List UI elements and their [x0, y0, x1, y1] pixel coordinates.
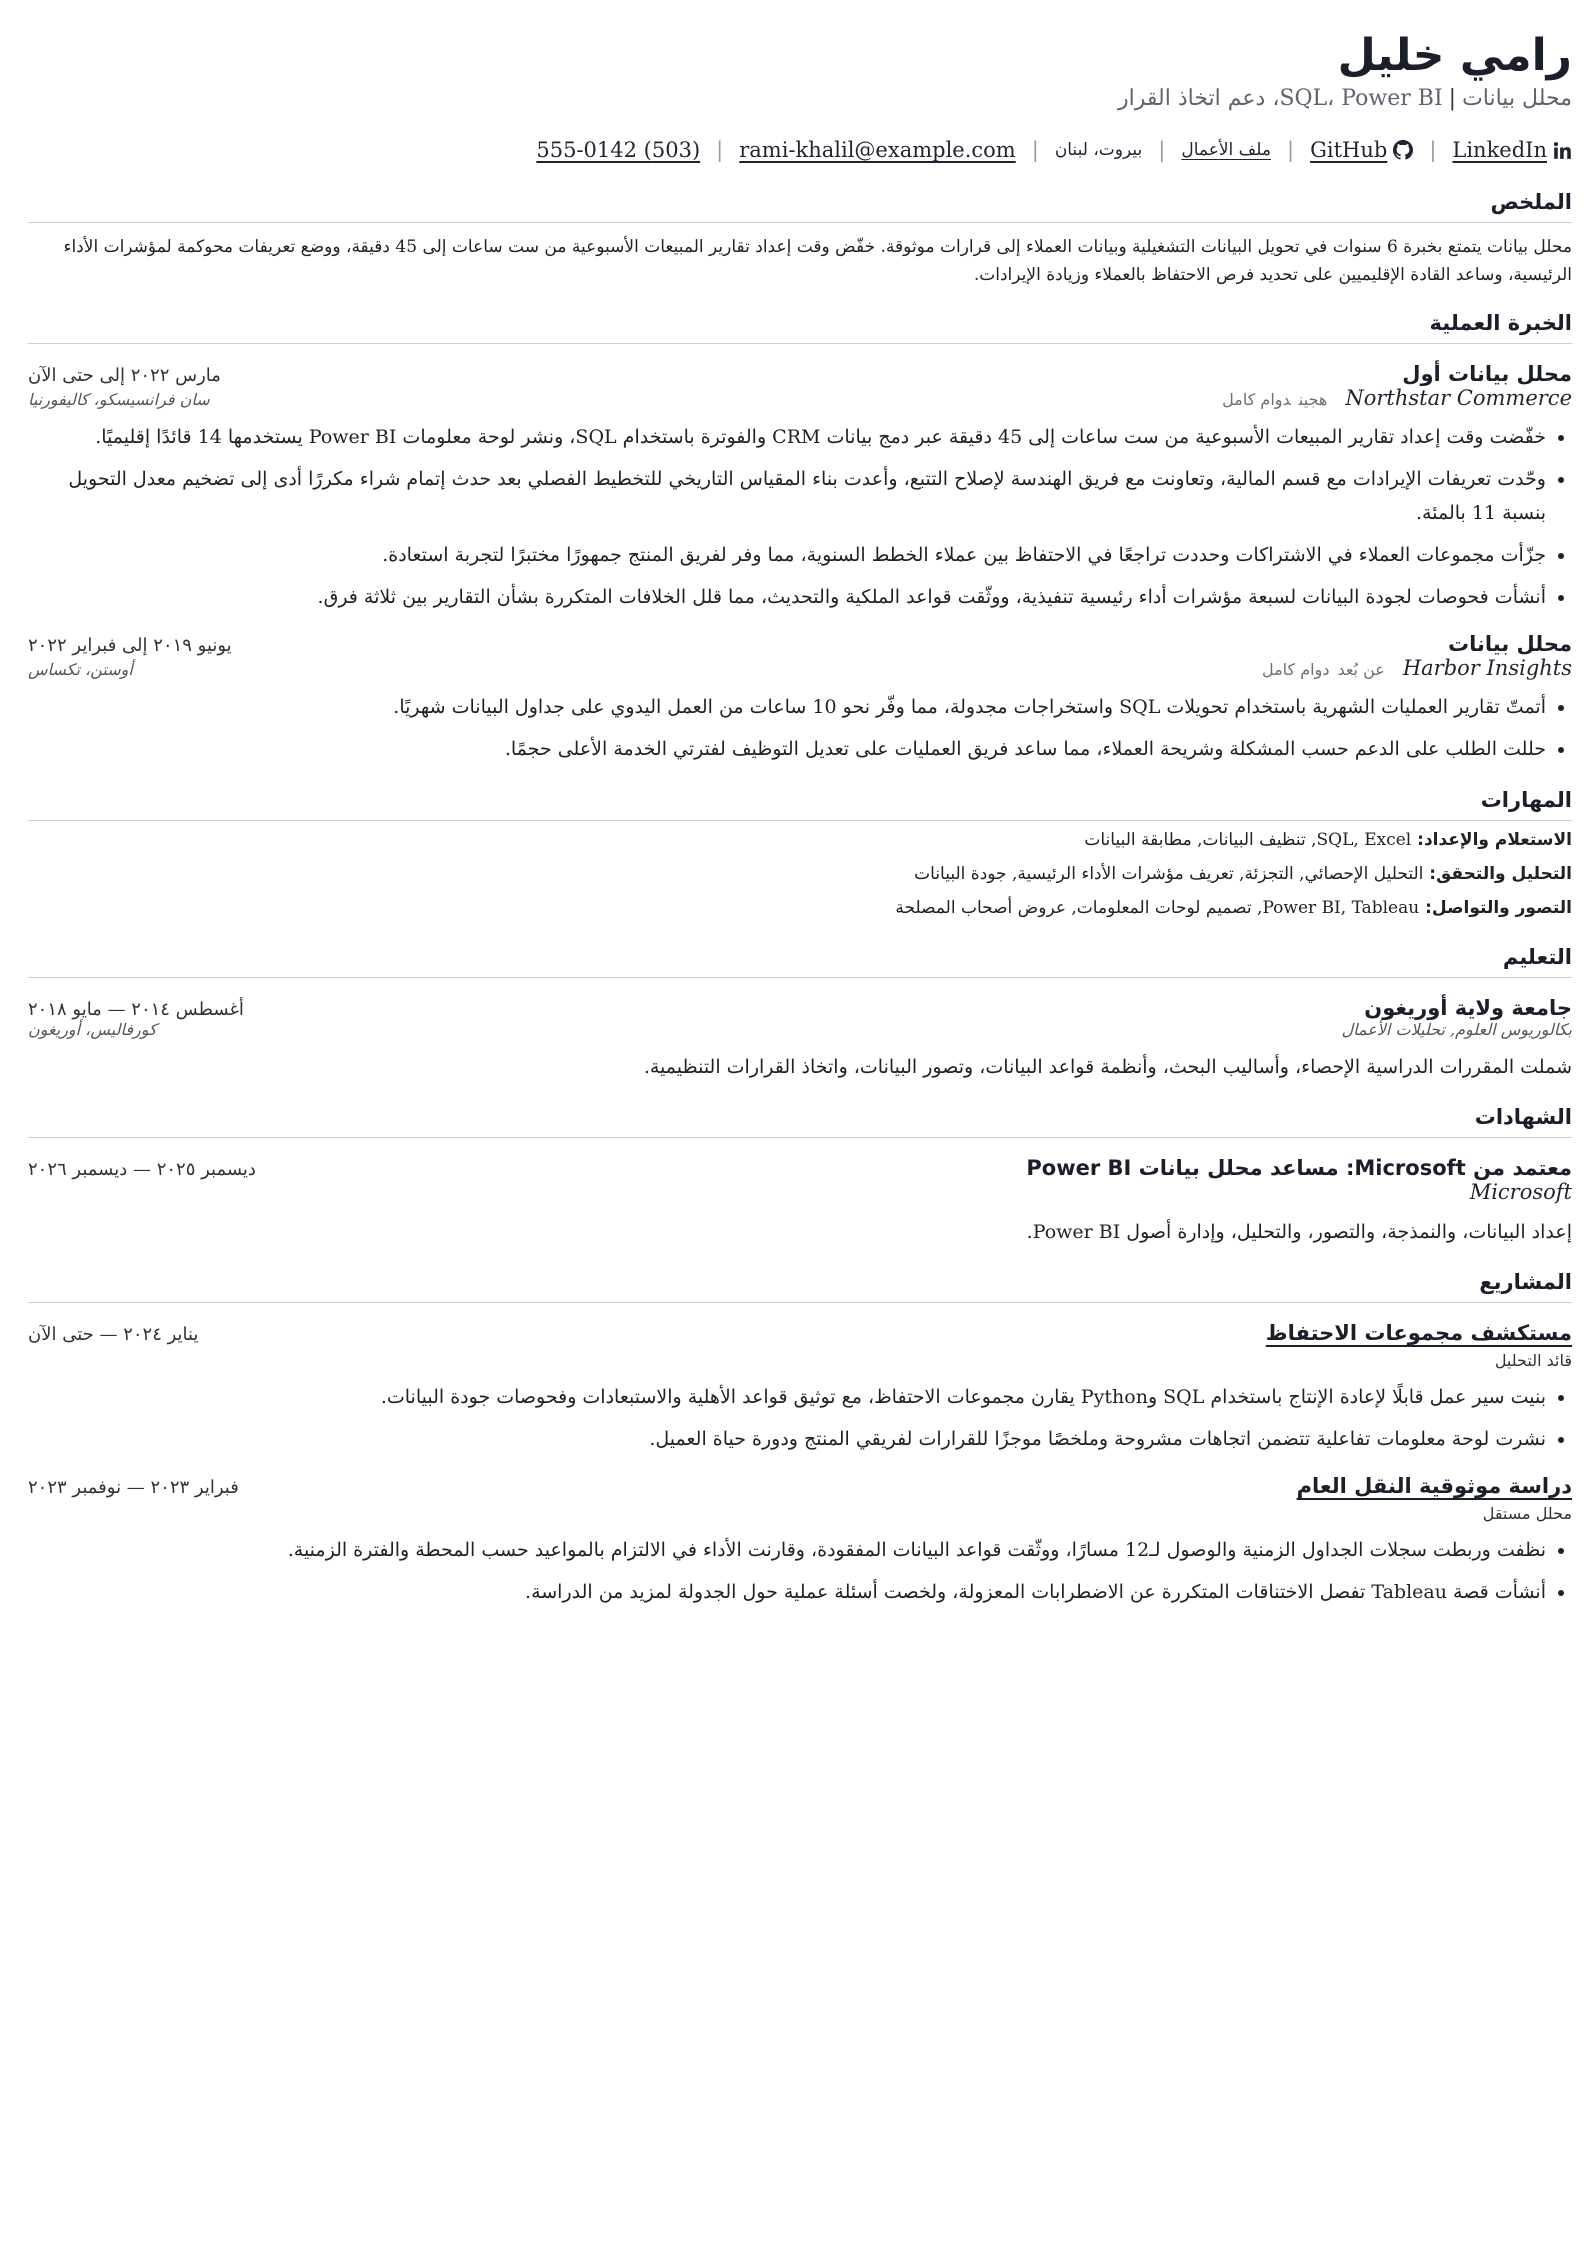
phone-link[interactable]: (503) 555-0142	[536, 138, 701, 162]
skill-label: الاستعلام والإعداد	[1423, 830, 1572, 850]
school-name: جامعة ولاية أوريغون	[1364, 996, 1572, 1020]
skill-label: التحليل والتحقق	[1436, 864, 1572, 884]
job-title: محلل بيانات أول	[1402, 362, 1572, 386]
contact-separator: |	[716, 138, 724, 162]
project-entry	[28, 1321, 1572, 1456]
education-entry	[28, 996, 1572, 1083]
contact-separator: |	[1158, 138, 1166, 162]
bullet-item: • خفّضت وقت إعداد تقارير المبيعات الأسبوعية من ست ساعات إلى 45 دقيقة عبر دمج بيانات CRM والفوترة باستخدام SQL، ونشر لوحة معلومات Power BI يستخدمها 14 قائدًا إقليميًا.	[28, 420, 1546, 454]
headline	[28, 86, 1572, 118]
section-title-projects: المشاريع	[28, 1270, 1572, 1303]
github-icon	[1393, 140, 1413, 160]
job-dates: يونيو ٢٠١٩ إلى فبراير ٢٠٢٢	[28, 635, 232, 656]
employment-type: دوام كامل	[1222, 390, 1291, 409]
headline-separator: |	[1448, 86, 1457, 111]
project-title-link[interactable]: مستكشف مجموعات الاحتفاظ	[1265, 1321, 1572, 1345]
contact-separator: |	[1031, 138, 1039, 162]
contact-separator: |	[1287, 138, 1295, 162]
job-location: أوستن، تكساس	[28, 660, 133, 679]
skill-row: التصور والتواصل: Power BI, Tableau, تصميم لوحات المعلومات, عروض أصحاب المصلحة	[895, 898, 1572, 918]
project-role: محلل مستقل	[1482, 1504, 1572, 1523]
location-text: بيروت، لبنان	[1054, 140, 1143, 160]
section-title-skills: المهارات	[28, 788, 1572, 821]
contact-bar	[28, 132, 1572, 168]
github-label: GitHub	[1310, 138, 1388, 162]
school-location: كورفاليس، أوريغون	[28, 1020, 157, 1039]
certification-details: إعداد البيانات، والنمذجة، والتصور، والتحليل، وإدارة أصول Power BI.	[1026, 1221, 1572, 1243]
experience-entry	[28, 362, 1572, 614]
email-link[interactable]: rami-khalil@example.com	[739, 138, 1016, 162]
headline-title: محلل بيانات	[1462, 86, 1572, 111]
job-location: سان فرانسيسكو، كاليفورنيا	[28, 390, 210, 409]
education-details: شملت المقررات الدراسية الإحصاء، وأساليب البحث، وأنظمة قواعد البيانات، وتصور البيانات، واتخاذ القرارات التنظيمية.	[643, 1056, 1572, 1078]
headline-focus: SQL، Power BI، دعم اتخاذ القرار	[1118, 86, 1443, 111]
project-bullets	[28, 1533, 1572, 1609]
certification-dates: ديسمبر ٢٠٢٥ — ديسمبر ٢٠٢٦	[28, 1159, 256, 1180]
bullet-item: • نظفت وربطت سجلات الجداول الزمنية والوصول لـ12 مسارًا، ووثّقت قواعد البيانات المفقودة، وقارنت الأداء في الالتزام بالمواعيد حسب المحطة والفترة الزمنية.	[28, 1533, 1546, 1567]
linkedin-label: LinkedIn	[1452, 138, 1547, 162]
bullet-item: • أنشأت فحوصات لجودة البيانات لسبعة مؤشرات أداء رئيسية تنفيذية، ووثّقت قواعد الملكية والتحديث، مما قلل الخلافات المتكررة بشأن التقارير بين ثلاثة فرق.	[28, 580, 1546, 614]
project-role: قائد التحليل	[1494, 1351, 1572, 1370]
job-dates: مارس ٢٠٢٢ إلى حتى الآن	[28, 365, 221, 386]
company-name: Northstar Commerce	[1345, 386, 1572, 410]
degree-name: بكالوريوس العلوم, تحليلات الأعمال	[1341, 1020, 1572, 1039]
bullet-item: • جزّأت مجموعات العملاء في الاشتراكات وحددت تراجعًا في الاحتفاظ بين عملاء الخطط السنوية، مما وفر لفريق المنتج جمهورًا مختبرًا لتجربة استعادة.	[28, 538, 1546, 572]
bullet-item: • أنشأت قصة Tableau تفصل الاختناقات المتكررة عن الاضطرابات المعزولة، ولخصت أسئلة عملية حول الجدولة لمزيد من الدراسة.	[28, 1575, 1546, 1609]
skill-values: التحليل الإحصائي, التجزئة, تعريف مؤشرات الأداء الرئيسية, جودة البيانات	[914, 864, 1424, 884]
section-title-experience: الخبرة العملية	[28, 311, 1572, 344]
skill-values: SQL, Excel, تنظيف البيانات, مطابقة البيانات	[1084, 830, 1412, 850]
project-entry	[28, 1474, 1572, 1609]
certification-entry	[28, 1156, 1572, 1248]
company-name: Harbor Insights	[1402, 656, 1572, 680]
certification-title: معتمد من Microsoft: مساعد محلل بيانات Power BI	[1026, 1156, 1572, 1180]
linkedin-icon	[1553, 141, 1572, 160]
section-title-education: التعليم	[28, 945, 1572, 978]
skill-values: Power BI, Tableau, تصميم لوحات المعلومات, عروض أصحاب المصلحة	[895, 898, 1420, 918]
bullet-item: • بنيت سير عمل قابلًا لإعادة الإنتاج باستخدام SQL وPython يقارن مجموعات الاحتفاظ، مع توثيق قواعد الأهلية والاستبعادات وفحوصات جودة البيانات.	[28, 1380, 1546, 1414]
skill-label: التصور والتواصل	[1431, 898, 1572, 918]
job-title: محلل بيانات	[1448, 632, 1572, 656]
certification-issuer: Microsoft	[1469, 1180, 1572, 1204]
github-link[interactable]	[1310, 138, 1413, 162]
candidate-name: رامي خليل	[1337, 30, 1572, 81]
bullet-item: • نشرت لوحة معلومات تفاعلية تتضمن اتجاهات مشروحة وملخصًا موجزًا للقرارات لفريقي المنتج ودورة حياة العميل.	[28, 1422, 1546, 1456]
job-bullets	[28, 690, 1572, 766]
job-bullets	[28, 420, 1572, 614]
bullet-item: • وحّدت تعريفات الإيرادات مع قسم المالية، وتعاونت مع فريق الهندسة لإصلاح التتبع، وأعدت بناء المقياس التاريخي للتخطيط الفصلي بعد حدث إتمام شراء مكررًا أدى إلى تضخيم معدل التحويل بنسبة 11 بالمئة.	[28, 462, 1546, 530]
contact-separator: |	[1429, 138, 1437, 162]
skill-row: الاستعلام والإعداد: SQL, Excel, تنظيف البيانات, مطابقة البيانات	[1084, 830, 1572, 850]
section-title-certifications: الشهادات	[28, 1105, 1572, 1138]
employment-type: دوام كامل	[1261, 660, 1330, 679]
project-bullets	[28, 1380, 1572, 1456]
portfolio-link[interactable]: ملف الأعمال	[1181, 140, 1272, 160]
employment-mode: هجين	[1298, 390, 1328, 409]
project-dates: فبراير ٢٠٢٣ — نوفمبر ٢٠٢٣	[28, 1477, 239, 1498]
project-title-link[interactable]: دراسة موثوقية النقل العام	[1296, 1474, 1572, 1498]
section-title-summary: الملخص	[28, 190, 1572, 223]
skill-row: التحليل والتحقق: التحليل الإحصائي, التجزئة, تعريف مؤشرات الأداء الرئيسية, جودة البيانات	[914, 864, 1572, 884]
summary-text: محلل بيانات يتمتع بخبرة 6 سنوات في تحويل البيانات التشغيلية وبيانات العملاء إلى قرارات موثوقة. خفّض وقت إعداد تقارير المبيعات الأسبوعية من ست ساعات إلى 45 دقيقة، ووضع تعريفات محوكمة لمؤشرات الأداء الرئيسية، وساعد القادة الإقليميين على تحديد فرص الاحتفاظ بالعملاء وزيادة الإيرادات.	[63, 237, 1572, 285]
education-dates: أغسطس ٢٠١٤ — مايو ٢٠١٨	[28, 999, 244, 1020]
project-dates: يناير ٢٠٢٤ — حتى الآن	[28, 1324, 199, 1345]
bullet-item: • حللت الطلب على الدعم حسب المشكلة وشريحة العملاء، مما ساعد فريق العمليات على تعديل التوظيف لفترتي الخدمة الأعلى حجمًا.	[28, 732, 1546, 766]
bullet-item: • أتمتّ تقارير العمليات الشهرية باستخدام تحويلات SQL واستخراجات مجدولة، مما وفّر نحو 10 ساعات من العمل اليدوي على جداول البيانات شهريًا.	[28, 690, 1546, 724]
linkedin-link[interactable]	[1452, 138, 1572, 162]
experience-entry	[28, 632, 1572, 766]
employment-mode: عن بُعد	[1337, 660, 1385, 679]
